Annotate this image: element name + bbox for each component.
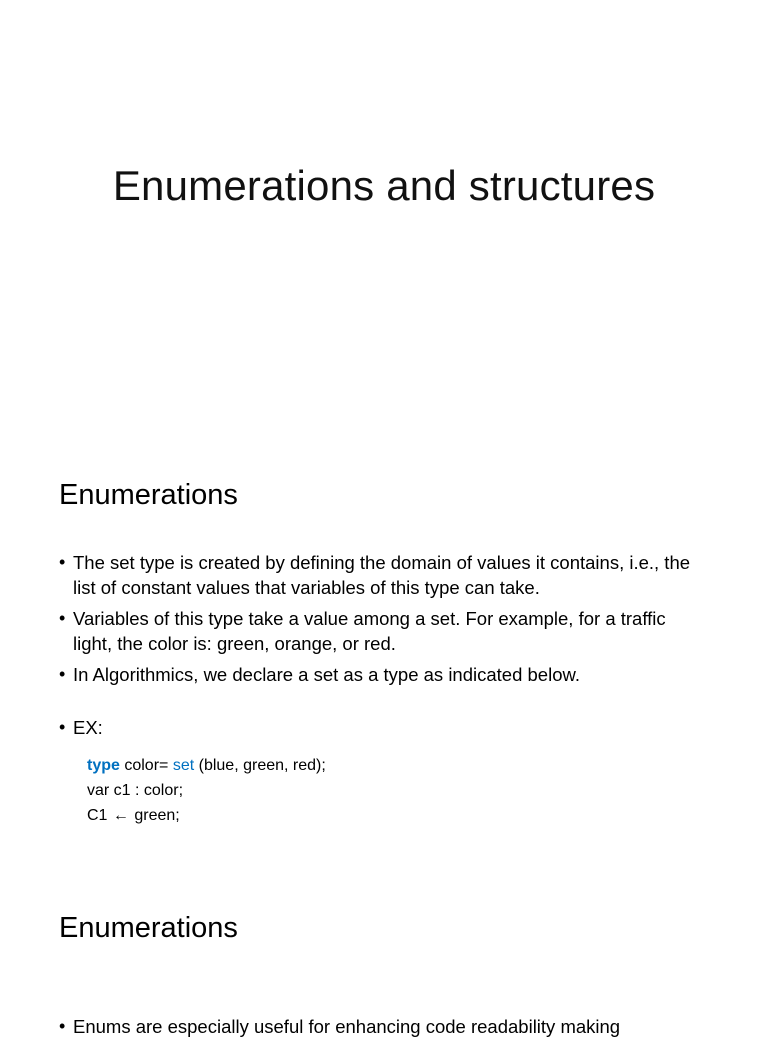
slide-heading: Enumerations <box>59 479 238 511</box>
code-text: green; <box>129 807 180 824</box>
enumerations-slide-2 <box>0 864 768 1037</box>
bullet-list <box>59 550 709 746</box>
bullet-text: Enums are especially useful for enhancing code readability making <box>73 1016 621 1037</box>
code-line: var c1 : color; <box>87 782 184 799</box>
list-item <box>59 662 709 687</box>
bullet-icon: • <box>59 1016 66 1036</box>
bullet-text: In Algorithmics, we declare a set as a type as indicated below. <box>73 664 580 685</box>
code-text: (blue, green, red); <box>194 757 326 774</box>
bullet-icon: • <box>59 717 66 737</box>
code-line <box>87 753 326 778</box>
presentation-title: Enumerations and structures <box>112 162 656 209</box>
bullet-list <box>59 1014 709 1045</box>
code-keyword: type <box>87 757 120 774</box>
bullet-icon: • <box>59 552 66 572</box>
bullet-text: The set type is created by defining the domain of values it contains, i.e., the list of constant values that variables of this type can take. <box>73 552 691 598</box>
left-arrow-icon: ← <box>112 807 129 824</box>
example-label: EX: <box>73 717 103 738</box>
title-slide <box>0 0 768 432</box>
code-example <box>87 753 326 828</box>
bullet-icon: • <box>59 608 66 628</box>
list-item <box>59 550 709 600</box>
code-keyword: set <box>172 757 195 774</box>
bullet-icon: • <box>59 664 66 684</box>
enumerations-slide <box>0 432 768 864</box>
code-line <box>87 803 326 828</box>
list-item <box>59 606 709 656</box>
code-text: color= <box>119 757 173 774</box>
bullet-text: Variables of this type take a value among a set. For example, for a traffic light, the color is: green, orange, or red. <box>73 608 666 654</box>
list-item <box>59 715 709 740</box>
list-item <box>59 1014 709 1039</box>
slide-heading: Enumerations <box>59 912 238 944</box>
code-text: C1 <box>87 807 112 824</box>
